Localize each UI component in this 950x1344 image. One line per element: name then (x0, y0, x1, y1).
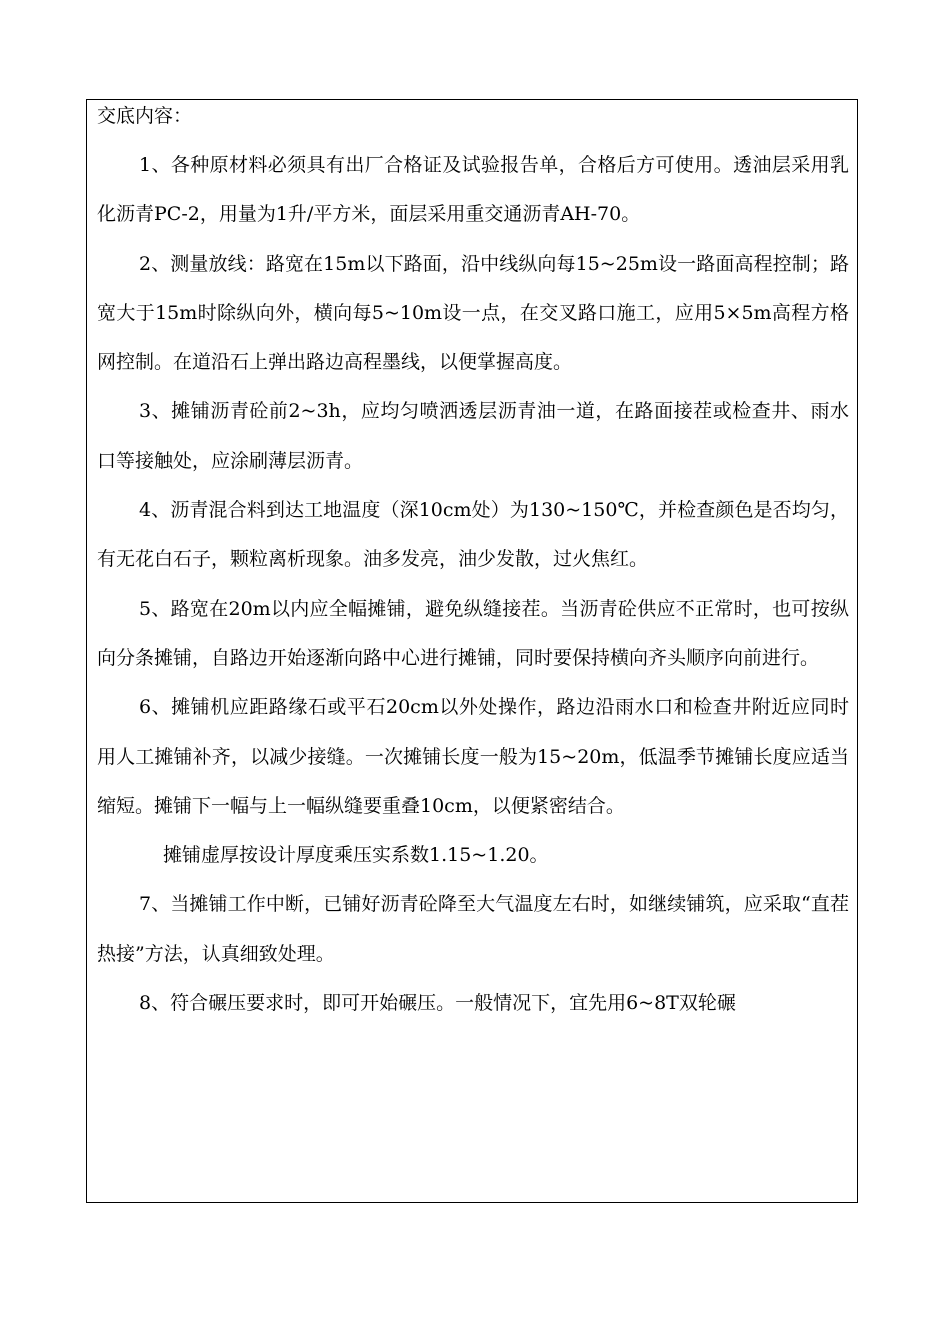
paragraph-6-paver-operation: 6、摊铺机应距路缘石或平石20cm以外处操作，路边沿雨水口和检查井附近应同时用人工摊铺补齐，以减少接缝。一次摊铺长度一般为15~20m，低温季节摊铺长度应适当缩短。摊铺下一幅与上一幅纵缝要重叠10cm，以便紧密结合。 (97, 696, 849, 817)
paragraph-8-rolling: 8、符合碾压要求时，即可开始碾压。一般情况下，宜先用6~8T双轮碾 (139, 992, 736, 1015)
paragraph-3-prime-coat: 3、摊铺沥青砼前2~3h，应均匀喷洒透层沥青油一道，在路面接茬或检查井、雨水口等接触处，应涂刷薄层沥青。 (97, 400, 849, 472)
paragraph-5-full-width-paving: 5、路宽在20m以内应全幅摊铺，避免纵缝接茬。当沥青砼供应不正常时，也可按纵向分条摊铺，自路边开始逐渐向路中心进行摊铺，同时要保持横向齐头顺序向前进行。 (97, 597, 849, 669)
section-heading: 交底内容： (97, 105, 193, 127)
disclosure-content-box (86, 99, 858, 1203)
paragraph-loose-thickness: 摊铺虚厚按设计厚度乘压实系数1.15~1.20。 (163, 844, 549, 867)
paragraph-7-interruption: 7、当摊铺工作中断，已铺好沥青砼降至大气温度左右时，如继续铺筑，应采取“直茬热接”方法，认真细致处理。 (97, 893, 849, 965)
paragraph-4-temperature: 4、沥青混合料到达工地温度（深10cm处）为130~150℃，并检查颜色是否均匀，有无花白石子，颗粒离析现象。油多发亮，油少发散，过火焦红。 (97, 499, 849, 571)
document-body (97, 100, 849, 1028)
paragraph-2-survey: 2、测量放线：路宽在15m以下路面，沿中线纵向每15~25m设一路面高程控制；路宽大于15m时除纵向外，横向每5~10m设一点，在交叉路口施工，应用5×5m高程方格网控制。在道沿石上弹出路边高程墨线，以便掌握高度。 (97, 252, 849, 374)
paragraph-1-materials: 1、各种原材料必须具有出厂合格证及试验报告单，合格后方可使用。透油层采用乳化沥青PC-2，用量为1升/平方米，面层采用重交通沥青AH-70。 (97, 154, 849, 226)
